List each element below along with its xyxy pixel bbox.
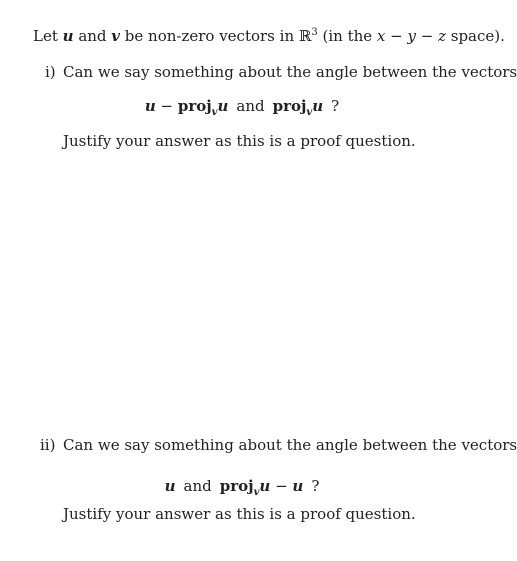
formula-u: u bbox=[259, 477, 271, 495]
formula-u: u bbox=[144, 97, 156, 115]
question-2-text: Can we say something about the angle between the vectors bbox=[63, 436, 517, 454]
intro-minus-1: − bbox=[385, 27, 408, 45]
real-space-symbol: ℝ bbox=[298, 27, 312, 45]
formula-and: and bbox=[183, 477, 212, 495]
question-2-label: ii) bbox=[40, 436, 56, 454]
question-2-formula bbox=[0, 477, 484, 498]
intro-text-1: Let bbox=[33, 27, 63, 45]
var-y: y bbox=[407, 27, 416, 45]
formula-question-mark: ? bbox=[331, 97, 340, 115]
question-1-justify: Justify your answer as this is a proof question. bbox=[63, 132, 416, 150]
formula-question-mark: ? bbox=[311, 477, 320, 495]
intro-text-2: be non-zero vectors in bbox=[120, 27, 299, 45]
formula-proj-subscript: v bbox=[211, 107, 218, 118]
formula-minus: − bbox=[270, 477, 293, 495]
formula-minus: − bbox=[155, 97, 178, 115]
formula-u: u bbox=[292, 477, 304, 495]
vector-v: v bbox=[111, 27, 121, 45]
formula-proj-subscript: v bbox=[306, 107, 313, 118]
question-1-formula bbox=[0, 97, 484, 118]
question-1-label: i) bbox=[45, 63, 56, 81]
formula-and: and bbox=[236, 97, 265, 115]
formula-proj: proj bbox=[177, 97, 212, 115]
formula-u: u bbox=[217, 97, 229, 115]
question-2-justify: Justify your answer as this is a proof question. bbox=[63, 505, 416, 523]
formula-proj: proj bbox=[272, 97, 307, 115]
intro-and: and bbox=[73, 27, 112, 45]
formula-proj: proj bbox=[219, 477, 254, 495]
intro-text-4: space). bbox=[445, 27, 505, 45]
intro-minus-2: − bbox=[415, 27, 439, 45]
formula-proj-subscript: v bbox=[253, 487, 260, 498]
intro-text-3: (in the bbox=[317, 27, 377, 45]
question-1-text: Can we say something about the angle between the vectors bbox=[63, 63, 517, 81]
var-x: x bbox=[376, 27, 386, 45]
var-z: z bbox=[438, 27, 446, 45]
formula-u: u bbox=[312, 97, 324, 115]
vector-u: u bbox=[62, 27, 74, 45]
formula-u: u bbox=[164, 477, 176, 495]
intro-statement bbox=[33, 27, 505, 48]
real-space-exponent: 3 bbox=[311, 27, 318, 38]
